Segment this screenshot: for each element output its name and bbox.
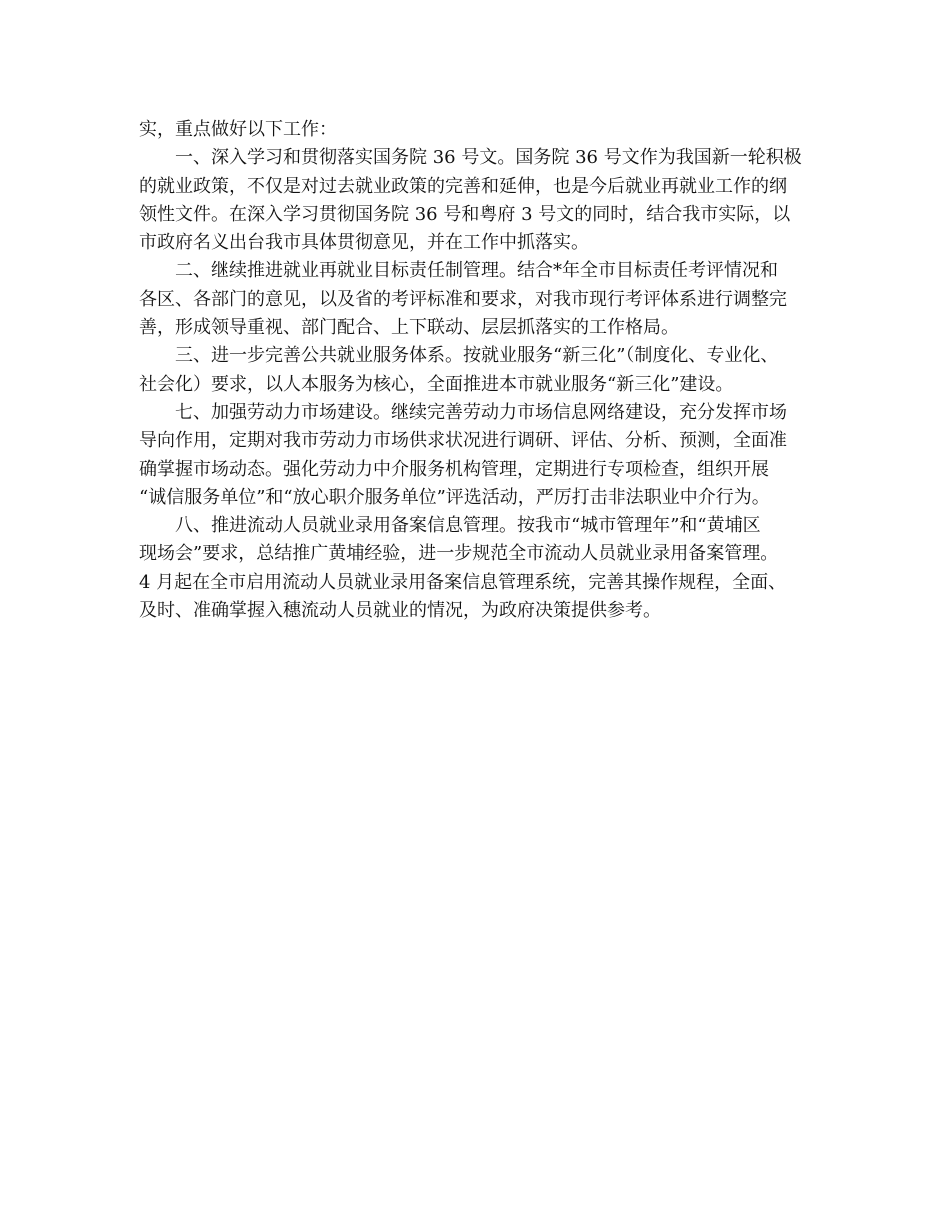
text-line: 实，重点做好以下工作： [139, 119, 337, 140]
text-line: “诚信服务单位”和“放心职介服务单位”评选活动，严厉打击非法职业中介行为。 [139, 486, 770, 508]
paragraph-1-start: 一、深入学习和贯彻落实国务院 36 号文。国务院 36 号文作为我国新一轮积极 [175, 147, 802, 169]
text-line: 社会化）要求，以人本服务为核心，全面推进本市就业服务“新三化”建设。 [139, 373, 734, 395]
paragraph-3-start: 三、进一步完善公共就业服务体系。按就业服务“新三化”（制度化、专业化、 [175, 345, 779, 367]
text-line: 的就业政策，不仅是对过去就业政策的完善和延伸，也是今后就业再就业工作的纲 [139, 175, 787, 197]
paragraph-8-start: 八、推进流动人员就业录用备案信息管理。按我市“城市管理年”和“黄埔区 [175, 515, 761, 537]
text-line: 确掌握市场动态。强化劳动力中介服务机构管理，定期进行专项检查，组织开展 [139, 458, 769, 480]
text-line: 各区、各部门的意见，以及省的考评标准和要求，对我市现行考评体系进行调整完 [139, 288, 787, 310]
document-body [139, 116, 839, 625]
text-line: 市政府名义出台我市具体贯彻意见，并在工作中抓落实。 [139, 232, 589, 254]
text-line: 现场会”要求，总结推广黄埔经验，进一步规范全市流动人员就业录用备案管理。 [139, 543, 779, 565]
paragraph-2-start: 二、继续推进就业再就业目标责任制管理。结合*年全市目标责任考评情况和 [175, 260, 778, 282]
paragraph-7-start: 七、加强劳动力市场建设。继续完善劳动力市场信息网络建设，充分发挥市场 [175, 401, 787, 423]
text-line: 4 月起在全市启用流动人员就业录用备案信息管理系统，完善其操作规程，全面、 [139, 571, 787, 593]
text-line: 及时、准确掌握入穗流动人员就业的情况，为政府决策提供参考。 [139, 600, 661, 622]
text-line: 领性文件。在深入学习贯彻国务院 36 号和粤府 3 号文的同时，结合我市实际，以 [139, 203, 791, 225]
text-line: 善，形成领导重视、部门配合、上下联动、层层抓落实的工作格局。 [139, 317, 679, 339]
text-line: 导向作用，定期对我市劳动力市场供求状况进行调研、评估、分析、预测，全面准 [139, 430, 787, 452]
